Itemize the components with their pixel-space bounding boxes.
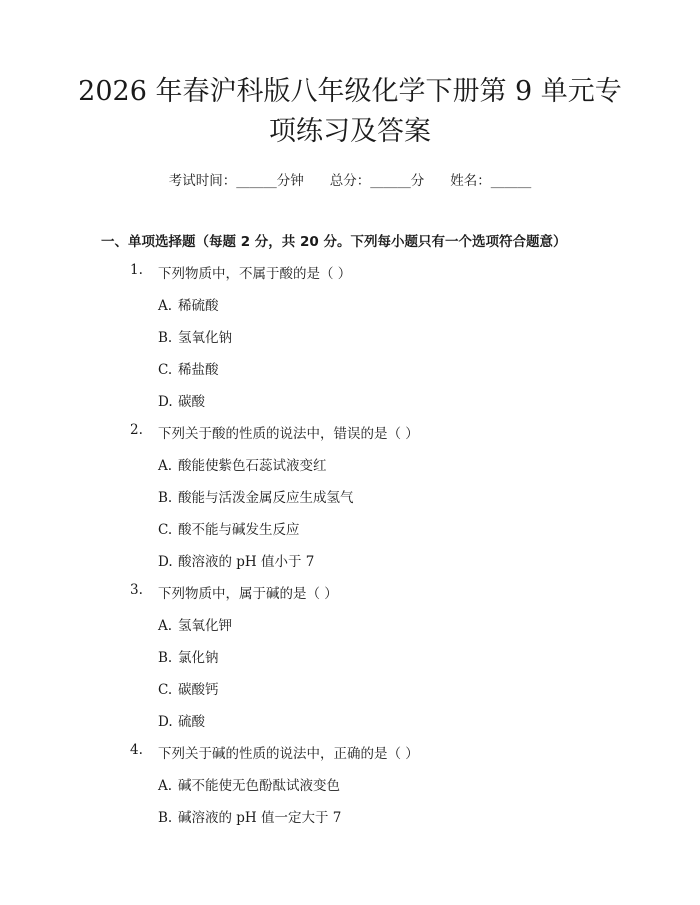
option-4b <box>158 806 341 826</box>
question-number: 1. <box>130 262 143 278</box>
option-2b <box>158 486 354 506</box>
option-letter: A. <box>158 618 173 634</box>
option-text: 酸能与活泼金属反应生成氢气 <box>178 490 354 506</box>
exam-time-field: 考试时间：______分钟 <box>168 173 304 189</box>
question-number: 3. <box>130 582 143 598</box>
option-text: 氢氧化钾 <box>178 618 232 634</box>
option-3d <box>158 710 205 730</box>
option-letter: B. <box>158 650 173 666</box>
option-3a <box>158 614 232 634</box>
option-2a <box>158 454 327 474</box>
option-letter: C. <box>158 522 173 538</box>
option-text: 碱溶液的 pH 值一定大于 7 <box>178 810 342 826</box>
option-letter: B. <box>158 810 173 826</box>
name-field: 姓名：______ <box>450 173 532 189</box>
option-1d <box>158 390 205 410</box>
question-text: 下列关于酸的性质的说法中，错误的是（ ） <box>158 426 419 442</box>
option-text: 稀盐酸 <box>178 362 219 378</box>
option-text: 稀硫酸 <box>178 298 219 314</box>
question-number: 2. <box>130 422 143 438</box>
option-letter: D. <box>158 394 173 410</box>
option-1b <box>158 326 232 346</box>
document-title <box>60 72 640 152</box>
option-text: 氢氧化钠 <box>178 330 232 346</box>
option-letter: A. <box>158 778 173 794</box>
option-1a <box>158 294 219 314</box>
option-text: 氯化钠 <box>178 650 219 666</box>
option-text: 碳酸 <box>178 394 205 410</box>
option-4a <box>158 774 340 794</box>
total-score-field: 总分：______分 <box>329 173 425 189</box>
option-letter: B. <box>158 330 173 346</box>
title-line-2: 项练习及答案 <box>269 116 431 147</box>
question-text: 下列物质中，属于碱的是（ ） <box>158 586 338 602</box>
option-1c <box>158 358 219 378</box>
option-letter: C. <box>158 362 173 378</box>
option-text: 酸能使紫色石蕊试液变红 <box>178 458 327 474</box>
option-text: 硫酸 <box>178 714 205 730</box>
option-2d <box>158 550 314 570</box>
option-3c <box>158 678 219 698</box>
title-line-1: 2026 年春沪科版八年级化学下册第 9 单元专 <box>78 76 622 107</box>
option-text: 酸不能与碱发生反应 <box>178 522 300 538</box>
option-letter: A. <box>158 298 173 314</box>
exam-info <box>0 169 700 189</box>
option-text: 碱不能使无色酚酞试液变色 <box>178 778 340 794</box>
option-text: 酸溶液的 pH 值小于 7 <box>178 554 315 570</box>
option-letter: A. <box>158 458 173 474</box>
option-text: 碳酸钙 <box>178 682 219 698</box>
option-letter: B. <box>158 490 173 506</box>
option-letter: C. <box>158 682 173 698</box>
option-2c <box>158 518 300 538</box>
section-heading: 一、单项选择题（每题 2 分，共 20 分。下列每小题只有一个选项符合题意） <box>101 234 567 250</box>
question-text: 下列物质中，不属于酸的是（ ） <box>158 266 352 282</box>
question-text: 下列关于碱的性质的说法中，正确的是（ ） <box>158 746 419 762</box>
option-3b <box>158 646 219 666</box>
option-letter: D. <box>158 714 173 730</box>
option-letter: D. <box>158 554 173 570</box>
question-number: 4. <box>130 742 143 758</box>
